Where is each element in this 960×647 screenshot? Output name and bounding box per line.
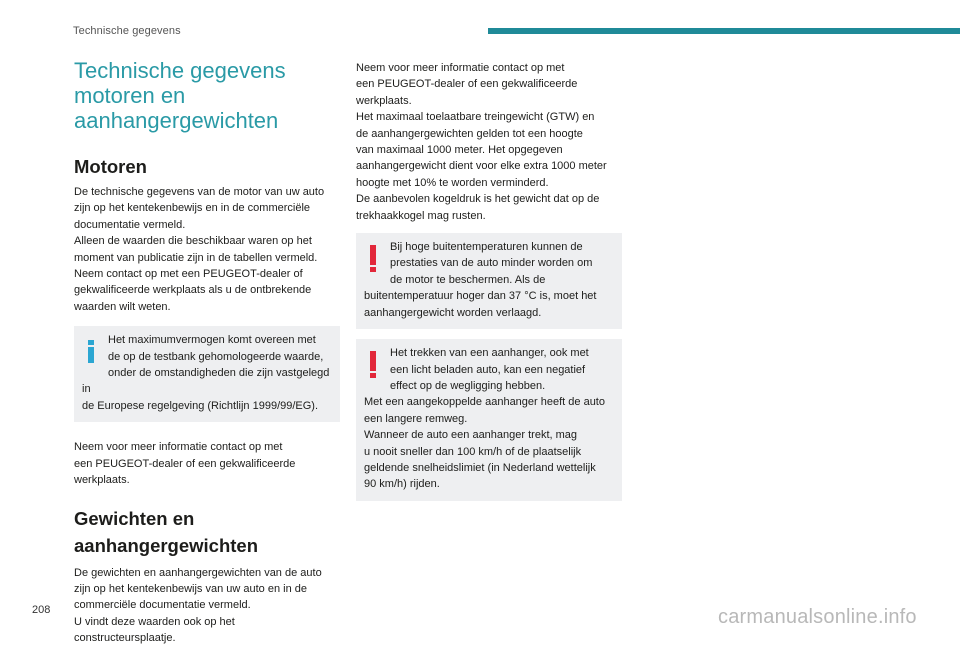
motoren-contact: Neem voor meer informatie contact op met een PEUGEOT-dealer of een gekwalificeerde werkplaats. (74, 441, 296, 487)
page-number: 208 (32, 604, 51, 616)
left-column (74, 58, 340, 647)
right-paragraph: Neem voor meer informatie contact op met een PEUGEOT-dealer of een gekwalificeerde werkplaats. Het maximaal toelaatbare treingewicht (GTW) en de aanhangergewichten gelden tot een hoogte van maximaal 1000 meter. Het opgegeven aanhangergewicht dient voor elke extra 1000 meter hoogte met 10% te worden verminderd. De aanbevolen kogeldruk is het gewicht dat op de trekhaakkogel mag rusten. (356, 62, 607, 222)
right-column (356, 60, 622, 501)
watermark: carmanualsonline.info (718, 606, 917, 628)
warning-icon (362, 345, 388, 379)
warning-note-2 (356, 339, 622, 501)
info-note-text: Het maximumvermogen komt overeen met de op de testbank gehomologeerde waarde, onder de omstandigheden die zijn vastgelegd in de Europese regelgeving (Richtlijn 1999/99/EG). (82, 334, 330, 412)
warning-note-2-text: Het trekken van een aanhanger, ook met een licht beladen auto, kan een negatief effect op de wegligging hebben. Met een aangekoppelde aanhanger heeft de auto een langere remweg. Wanneer de auto een aanhanger trekt, mag u nooit sneller dan 100 km/h of de plaatselijk geldende snelheidslimiet (in Nederland wettelijk 90 km/h) rijden. (364, 347, 605, 491)
heading-gewichten: Gewichten en aanhangergewichten (74, 507, 259, 556)
info-icon (80, 332, 106, 366)
warning-icon (362, 239, 388, 273)
warning-note-1-text: Bij hoge buitentemperaturen kunnen de prestaties van de auto minder worden om de motor te beschermen. Als de buitentemperatuur hoger dan 37 °C is, moet het aanhangergewicht worden verlaagd. (364, 241, 597, 319)
warning-note-1 (356, 233, 622, 329)
gewichten-paragraph: De gewichten en aanhangergewichten van de auto zijn op het kentekenbewijs van uw auto en in de commerciële documentatie vermeld. U vindt deze waarden ook op het constructeursplaatje. (74, 566, 322, 645)
section-title: Technische gegevens motoren en aanhangergewichten (74, 58, 286, 133)
info-note (74, 326, 340, 422)
header-accent-bar (488, 28, 960, 34)
heading-motoren: Motoren (74, 156, 147, 177)
motoren-paragraph: De technische gegevens van de motor van uw auto zijn op het kentekenbewijs en in de commerciële documentatie vermeld. Alleen de waarden die beschikbaar waren op het moment van publicatie zijn in de tabellen vermeld. Neem contact op met een PEUGEOT-dealer of gekwalificeerde werkplaats als u de ontbrekende waarden wilt weten. (74, 186, 325, 313)
header-title: Technische gegevens (73, 25, 181, 37)
